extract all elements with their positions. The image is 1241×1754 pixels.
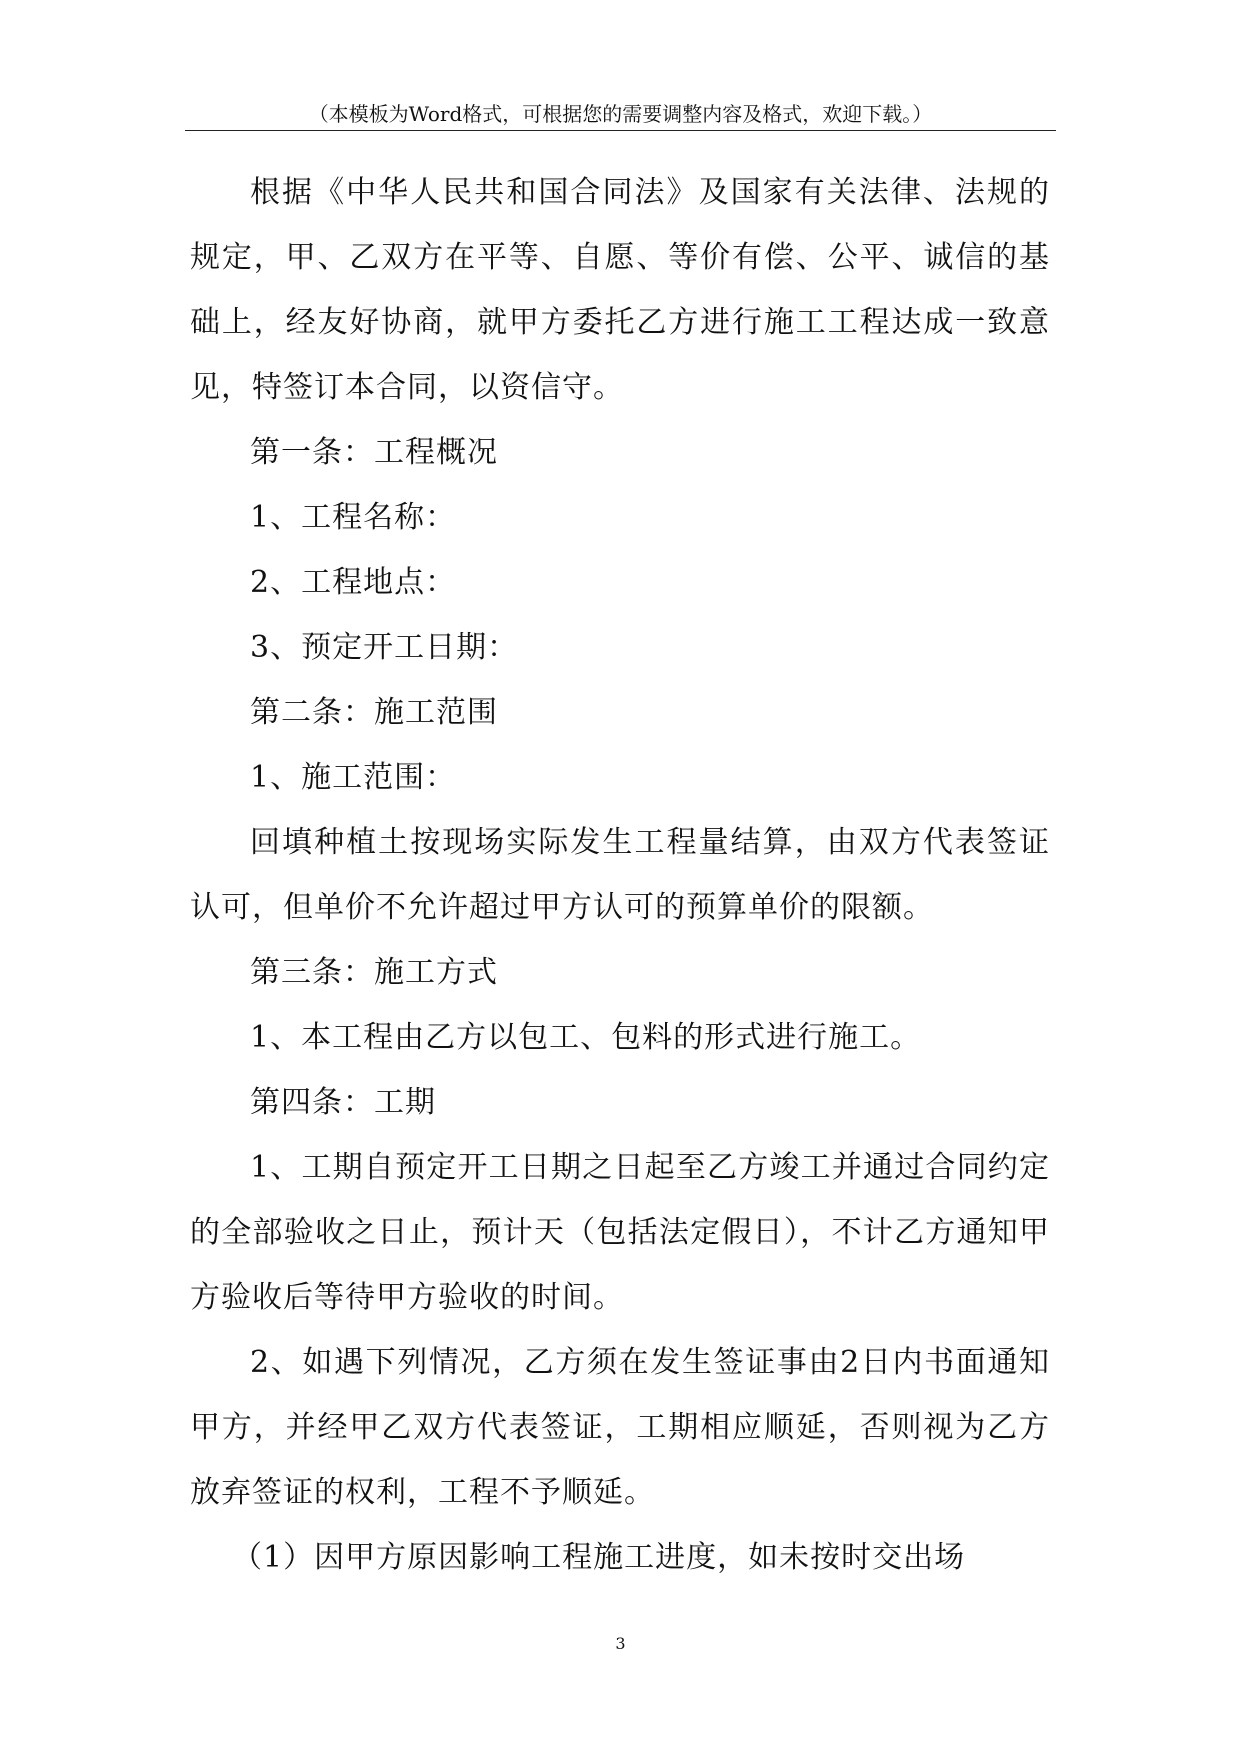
article-3-heading: 第三条：施工方式 bbox=[250, 955, 498, 990]
header-divider bbox=[185, 130, 1056, 131]
article-2-heading: 第二条：施工范围 bbox=[250, 695, 498, 730]
page-number: 3 bbox=[615, 1634, 626, 1653]
extension-paragraph: 2、如遇下列情况，乙方须在发生签证事由2日内书面通知甲方，并经甲乙双方代表签证，工期相应顺延，否则视为乙方放弃签证的权利，工程不予顺延。 bbox=[190, 1345, 1050, 1510]
project-name-line: 1、工程名称： bbox=[250, 500, 457, 535]
duration-paragraph: 1、工期自预定开工日期之日起至乙方竣工并通过合同约定的全部验收之日止，预计天（包括法定假日），不计乙方通知甲方验收后等待甲方验收的时间。 bbox=[190, 1150, 1050, 1315]
start-date-line: 3、预定开工日期： bbox=[250, 630, 519, 665]
construction-method-line: 1、本工程由乙方以包工、包料的形式进行施工。 bbox=[250, 1020, 922, 1055]
preamble-paragraph: 根据《中华人民共和国合同法》及国家有关法律、法规的规定，甲、乙双方在平等、自愿、等价有偿、公平、诚信的基础上，经友好协商，就甲方委托乙方进行施工工程达成一致意见，特签订本合同，以资信守。 bbox=[190, 175, 1050, 405]
backfill-paragraph: 回填种植土按现场实际发生工程量结算，由双方代表签证认可，但单价不允许超过甲方认可的预算单价的限额。 bbox=[190, 825, 1050, 925]
template-notice-header: （本模板为Word格式，可根据您的需要调整内容及格式，欢迎下载。） bbox=[308, 102, 933, 126]
article-4-heading: 第四条：工期 bbox=[250, 1085, 436, 1120]
scope-line: 1、施工范围： bbox=[250, 760, 457, 795]
extension-item-1: （1）因甲方原因影响工程施工进度，如未按时交出场 bbox=[232, 1540, 966, 1575]
project-location-line: 2、工程地点： bbox=[250, 565, 457, 600]
article-1-heading: 第一条：工程概况 bbox=[250, 435, 498, 470]
contract-body bbox=[190, 160, 1050, 1590]
